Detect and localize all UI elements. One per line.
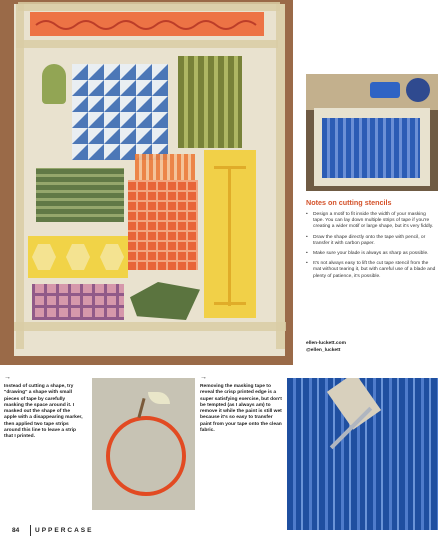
apple-print-photo <box>92 378 195 510</box>
tape-strip <box>16 4 24 349</box>
green-leaf-print <box>42 64 66 104</box>
paint-swatch-icon <box>370 82 400 98</box>
list-item: • It's not always easy to lift the cut tape stencil from the mat without tearing it, but with careful use of a blade and plenty of patience, it's possible. <box>306 261 436 280</box>
notes-title: Notes on cutting stencils <box>306 198 392 207</box>
tape-strip <box>276 4 285 349</box>
leaf-icon <box>148 392 170 404</box>
blue-print-process-photo <box>306 74 438 191</box>
green-block-print <box>36 168 124 222</box>
notes-list <box>306 212 436 284</box>
pink-plaid-print <box>32 284 124 320</box>
yellow-ruler-print <box>204 150 256 318</box>
blue-print-photo <box>287 378 438 530</box>
page-number: 84 <box>12 527 20 534</box>
blue-triangle-print <box>72 64 168 160</box>
yellow-shape-print <box>28 236 128 278</box>
magazine-name: UPPERCASE <box>35 527 94 534</box>
green-stripe-print <box>178 56 242 148</box>
list-item: • Draw the shape directly onto the tape with pencil, or transfer it with carbon paper. <box>306 235 436 247</box>
tape-strip <box>16 40 278 48</box>
right-arrow-icon: → <box>4 374 11 381</box>
wave-icon <box>30 12 264 36</box>
orange-stripe-print <box>135 154 195 180</box>
hexagon-pattern-icon <box>28 236 128 278</box>
website-credit: ellen-luckett.com <box>306 341 346 346</box>
right-arrow-icon: → <box>200 374 207 381</box>
red-grid-print <box>128 180 198 270</box>
apple-outline-print <box>106 416 186 496</box>
folio-divider <box>30 525 31 536</box>
list-item: • Make sure your blade is always as sharp as possible. <box>306 251 436 257</box>
tape-removal-caption: Removing the masking tape to reveal the crisp printed edge is a super satisfying exercise, but don't be tempted (as I always am) to remove it while the paint is still wet because it's so easy to transfer paint from your tape onto the clean fabric. <box>200 384 282 434</box>
tape-strip <box>18 2 280 11</box>
blue-stencil-print <box>322 118 420 178</box>
orange-stripe-print <box>30 12 264 36</box>
triangle-pattern-icon <box>72 64 168 160</box>
list-item: • Design a motif to fit inside the width of your masking tape. You can lay down multiple strips of tape if you're creating a wider motif or large shape, but it's very fiddly. <box>306 212 436 231</box>
apple-caption: Instead of cutting a shape, try "drawing" a shape with small pieces of tape by carefully masking the space around it. I masked out the shape of the apple with a disappearing marker, then applied two tape strips around this line to leave a strip that I printed. <box>4 384 83 440</box>
stencil-prints-photo <box>0 0 293 365</box>
paint-jar-icon <box>406 78 430 102</box>
tape-strip <box>14 322 286 331</box>
social-credit: @ellen_luckett <box>306 348 341 353</box>
